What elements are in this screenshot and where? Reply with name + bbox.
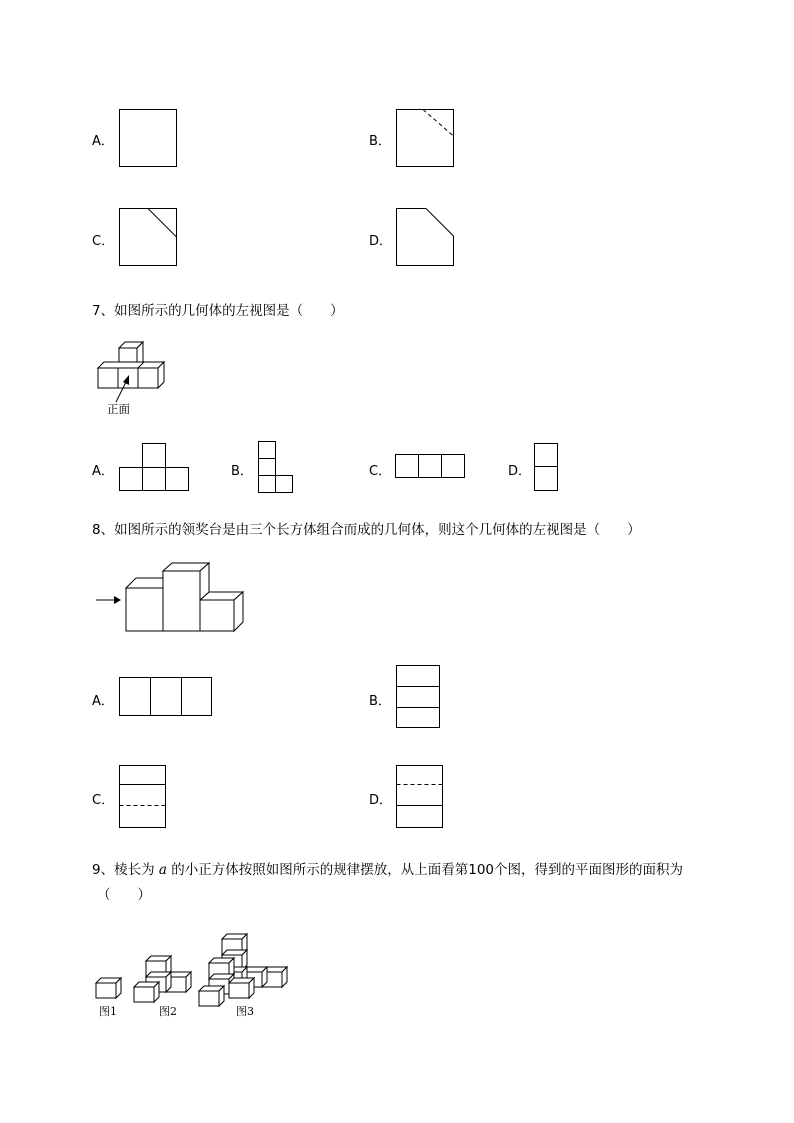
q7-front-label: 正面 (107, 402, 130, 416)
q7-option-b-label: B． (231, 464, 253, 479)
q7-option-c-figure (395, 454, 467, 479)
q8-option-c-label: C． (92, 793, 115, 808)
q6-option-b-square-dashed-corner (396, 109, 454, 167)
q7-option-c-label: C． (369, 464, 392, 479)
q7-number: 7、 (92, 303, 115, 319)
q7-question (92, 299, 344, 319)
q9-variable: a (158, 862, 167, 878)
q8-option-a-figure (119, 677, 213, 717)
q9-number: 9、 (92, 862, 115, 878)
q9-question (92, 858, 683, 878)
q9-figure-2 (134, 956, 191, 1002)
q6-option-c-square-solid-corner (119, 208, 177, 266)
q7-option-b-figure (258, 441, 294, 493)
q8-option-a-label: A． (92, 694, 114, 709)
q6-option-a-label: A． (92, 134, 114, 149)
q9-caption-2: 图2 (159, 1005, 177, 1018)
q8-option-d-figure (396, 765, 445, 830)
q8-question (92, 518, 641, 538)
q8-option-b-figure (396, 665, 442, 729)
q8-option-d-label: D． (369, 793, 393, 808)
q9-text-before: 棱长为 (114, 862, 159, 878)
q7-option-a-figure (119, 443, 191, 492)
q8-option-c-figure (119, 765, 168, 830)
q7-option-d-label: D． (508, 464, 532, 479)
q6-option-a-square (119, 109, 177, 167)
q8-podium-figure (94, 560, 246, 635)
q9-cube-patterns (94, 930, 294, 1010)
q8-text: 如图所示的领奖台是由三个长方体组合而成的几何体，则这个几何体的左视图是（ ） (114, 522, 641, 538)
q6-option-d-cut-square (396, 208, 454, 266)
q8-option-b-label: B． (369, 694, 391, 709)
q7-text: 如图所示的几何体的左视图是（ ） (114, 303, 344, 319)
q8-view-arrow (96, 596, 121, 604)
q9-caption-3: 图3 (236, 1005, 254, 1018)
q6-option-d-label: D． (369, 234, 393, 249)
q7-option-d-figure (534, 443, 560, 492)
q9-text-after: 的小正方体按照如图所示的规律摆放，从上面看第100个图，得到的平面图形的面积为 (166, 862, 684, 878)
q9-caption-1: 图1 (99, 1005, 117, 1018)
q8-number: 8、 (92, 522, 115, 538)
q9-figure-1 (96, 978, 121, 998)
q6-option-c-label: C． (92, 234, 115, 249)
q6-option-b-label: B． (369, 134, 391, 149)
q9-figure-3 (199, 934, 287, 1006)
q7-option-a-label: A． (92, 464, 114, 479)
q9-answer-paren: （ ） (97, 887, 151, 903)
